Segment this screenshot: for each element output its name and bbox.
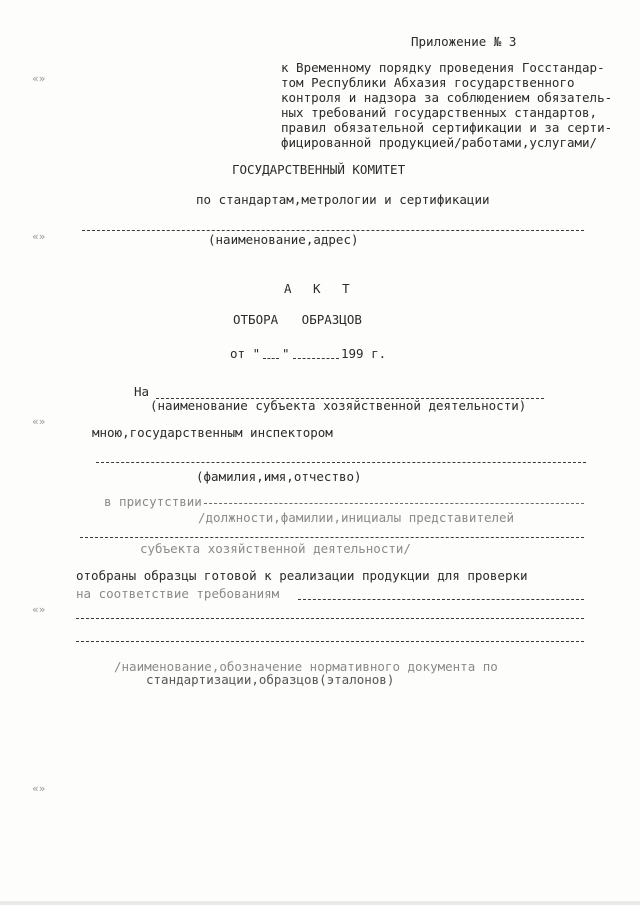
header-line-2: том Республики Абхазия государственного (281, 75, 575, 90)
conformity-label: на соответствие требованиям (76, 586, 280, 601)
fio-caption: (фамилия,имя,отчество) (196, 469, 362, 484)
sampled-text: отобраны образцы готовой к реализации продукции для проверки (76, 568, 528, 583)
margin-mark: «» (32, 603, 46, 616)
presence-label: в присутствии (104, 494, 202, 509)
header-line-1: к Временному порядку проведения Госстандар- (281, 60, 605, 75)
appendix-number: Приложение № 3 (411, 34, 517, 49)
date-day-line (263, 358, 279, 359)
norm-caption-1: /наименование,обозначение нормативного документа по (114, 659, 498, 674)
margin-mark: «» (32, 230, 46, 243)
margin-mark: «» (32, 415, 46, 428)
date-prefix: от " (230, 346, 261, 361)
committee-title: ГОСУДАРСТВЕННЫЙ КОМИТЕТ (232, 162, 406, 177)
conformity-line (298, 599, 584, 600)
date-month-line (293, 358, 339, 359)
act-subtitle: ОТБОРА ОБРАЗЦОВ (233, 312, 362, 327)
entity-caption: (наименование субъекта хозяйственной деятельности) (150, 398, 527, 413)
inspector-label: мною,государственным инспектором (92, 425, 333, 440)
header-line-4: ных требований государственных стандартов, (281, 105, 598, 120)
date-year: 199 г. (341, 346, 387, 361)
date-mid: " (282, 346, 290, 361)
rep-caption-1: /должности,фамилии,инициалы представителей (198, 510, 515, 525)
rep-caption-2: субъекта хозяйственной деятельности/ (140, 541, 411, 556)
page-bottom-edge (0, 901, 640, 905)
margin-mark: «» (32, 782, 46, 795)
norm-line-1 (76, 618, 584, 619)
na-label: На (134, 384, 150, 399)
address-caption: (наименование,адрес) (208, 232, 359, 247)
margin-mark: «» (32, 72, 46, 85)
header-line-3: контроля и надзора за соблюдением обязатель- (281, 90, 613, 105)
norm-line-2 (76, 641, 584, 642)
norm-caption-2: стандартизации,образцов(эталонов) (146, 672, 395, 687)
rep-line (80, 537, 584, 538)
presence-line (204, 503, 584, 504)
act-title: А К Т (284, 281, 350, 296)
committee-subtitle: по стандартам,метрологии и сертификации (196, 192, 490, 207)
address-line (82, 230, 584, 231)
header-line-5: правил обязательной сертификации и за серти- (281, 120, 613, 135)
header-line-6: фицированной продукцией/работами,услугами/ (281, 135, 598, 150)
fio-line (96, 462, 586, 463)
